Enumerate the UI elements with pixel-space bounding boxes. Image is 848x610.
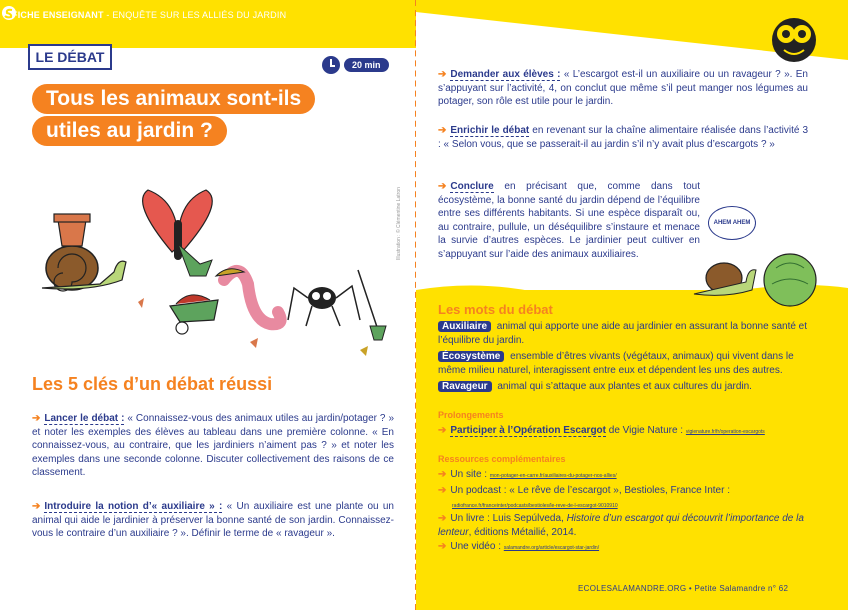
ahem-bubble: AHEM AHEM <box>708 206 756 240</box>
arrow-right-icon: ➔ <box>438 181 447 192</box>
spider-icon <box>288 270 386 340</box>
arrow-right-icon: ➔ <box>438 485 447 496</box>
ressource-podcast: ➔ Un podcast : « Le rêve de l’escargot », Bestioles, France Inter : radiofrance.fr/franceinter/podcasts/bestioles/le-reve-de-l-escargot-9010910 <box>438 485 730 509</box>
worm-icon <box>216 269 281 324</box>
butterfly-icon <box>143 190 213 276</box>
header-title: FICHE ENSEIGNANT - ENQUÊTE SUR LES ALLIÉS DU JARDIN <box>12 10 287 20</box>
snail-icon <box>42 214 126 291</box>
illustration-credit: Illustration : © Clémentine Latron <box>396 187 402 260</box>
clock-icon <box>322 56 340 74</box>
def-auxiliaire: Auxiliaire animal qui apporte une aide au jardinier en assurant la bonne santé et l’équilibre du jardin. <box>438 321 808 346</box>
arrow-right-icon: ➔ <box>438 469 447 480</box>
right-item-3: ➔ Conclure en précisant que, comme dans tout écosystème, la bonne santé du jardin dépend de l’équilibre entre ses différents habitants. Si une espèce disparaît ou, au contraire, pullule, un déséquilibre s’instaure et menace la survie d’autres espèces. Le jardinier peut cultiver en s’appuyant sur l’aide des animaux auxiliaires. <box>438 181 700 260</box>
def-ecosysteme: Écosystème ensemble d’êtres vivants (végétaux, animaux) qui vivent dans le même milieu naturel, interagissent entre eux et dépendent les uns des autres. <box>438 351 794 376</box>
garden-animals-illustration <box>30 180 390 360</box>
ressource-video: ➔ Une vidéo : salamandre.org/article/escargot-star-jardin/ <box>438 541 600 552</box>
prolongements-item: ➔ Participer à l’Opération Escargot de Vigie Nature : vigienature.fr/fr/operation-escargots <box>438 425 765 436</box>
cles-item-2: ➔ Introduire la notion d’« auxiliaire » : « Un auxiliaire est une plante ou un animal qui aide le jardinier à préserver la bonne santé de son jardin. Connaissez-vous le contraire d’un auxiliaire ? ». Définir le terme de « ravageur ». <box>32 501 394 539</box>
duration-text: 20 min <box>344 58 389 72</box>
video-link[interactable]: salamandre.org/article/escargot-star-jardin/ <box>503 545 600 551</box>
snail-icon <box>694 263 756 295</box>
debat-label: LE DÉBAT <box>28 44 112 70</box>
right-item-1: ➔ Demander aux élèves : « L’escargot est-il un auxiliaire ou un ravageur ? ». En s’appuyant sur l’activité, 4, on conclut que même s’il peut manger nos légumes au potager, son rôle est utile pour le jardin. <box>438 69 808 107</box>
footer: ECOLESALAMANDRE.ORG • Petite Salamandre n° 62 <box>578 584 789 593</box>
arrow-right-icon: ➔ <box>32 501 41 512</box>
ressource-site: ➔ Un site : mon-potager-en-carre.fr/auxiliaires-du-potager-nos-allies/ <box>438 469 617 480</box>
ressources-title: Ressources complémentaires <box>438 454 566 464</box>
page-title <box>32 84 332 148</box>
arrow-right-icon: ➔ <box>438 541 447 552</box>
arrow-right-icon: ➔ <box>438 125 447 136</box>
cles-item-1: ➔ Lancer le débat : « Connaissez-vous des animaux utiles au jardin/potager ? » et noter les exemples des élèves au tableau dans une première colonne. « En connaissez-vous, au contraire, que les jardiniers n’aiment pas ? » et noter les exemples dans une seconde colonne. Discuter collectivement des raisons de ce classement. <box>32 413 395 478</box>
snail-cabbage-illustration <box>686 238 826 308</box>
arrow-right-icon: ➔ <box>438 69 447 80</box>
duration-badge <box>322 56 389 74</box>
site-link[interactable]: mon-potager-en-carre.fr/auxiliaires-du-potager-nos-allies/ <box>489 473 617 479</box>
title-line-2: utiles au jardin ? <box>32 116 227 146</box>
left-page <box>0 0 416 610</box>
right-page <box>416 0 848 610</box>
cabbage-icon <box>764 254 816 306</box>
ressource-livre: ➔ Un livre : Luis Sepúlveda, Histoire d’un escargot qui découvrit l’importance de la lenteur, éditions Métailié, 2014. <box>438 513 804 538</box>
arrow-right-icon: ➔ <box>438 425 447 436</box>
arrow-right-icon: ➔ <box>32 413 41 424</box>
right-item-2: ➔ Enrichir le débat en revenant sur la chaîne alimentaire réalisée dans l’activité 3 : « Selon vous, que se passerait-il au jardin s’il n’y avait plus d’escargots ? » <box>438 125 809 150</box>
vigienature-link[interactable]: vigienature.fr/fr/operation-escargots <box>685 429 765 435</box>
prolongements-title: Prolongements <box>438 410 504 420</box>
header-band <box>0 0 416 48</box>
title-line-1: Tous les animaux sont-ils <box>32 84 315 114</box>
bee-mascot-icon <box>764 10 824 62</box>
mots-title: Les mots du débat <box>438 302 553 317</box>
cles-title: Les 5 clés d’un débat réussi <box>32 374 273 394</box>
wheelbarrow-icon <box>170 295 218 334</box>
def-ravageur: Ravageur animal qui s’attaque aux plantes et aux cultures du jardin. <box>438 380 808 394</box>
podcast-link[interactable]: radiofrance.fr/franceinter/podcasts/bestioles/le-reve-de-l-escargot-9010910 <box>452 503 618 509</box>
arrow-right-icon: ➔ <box>438 513 447 524</box>
